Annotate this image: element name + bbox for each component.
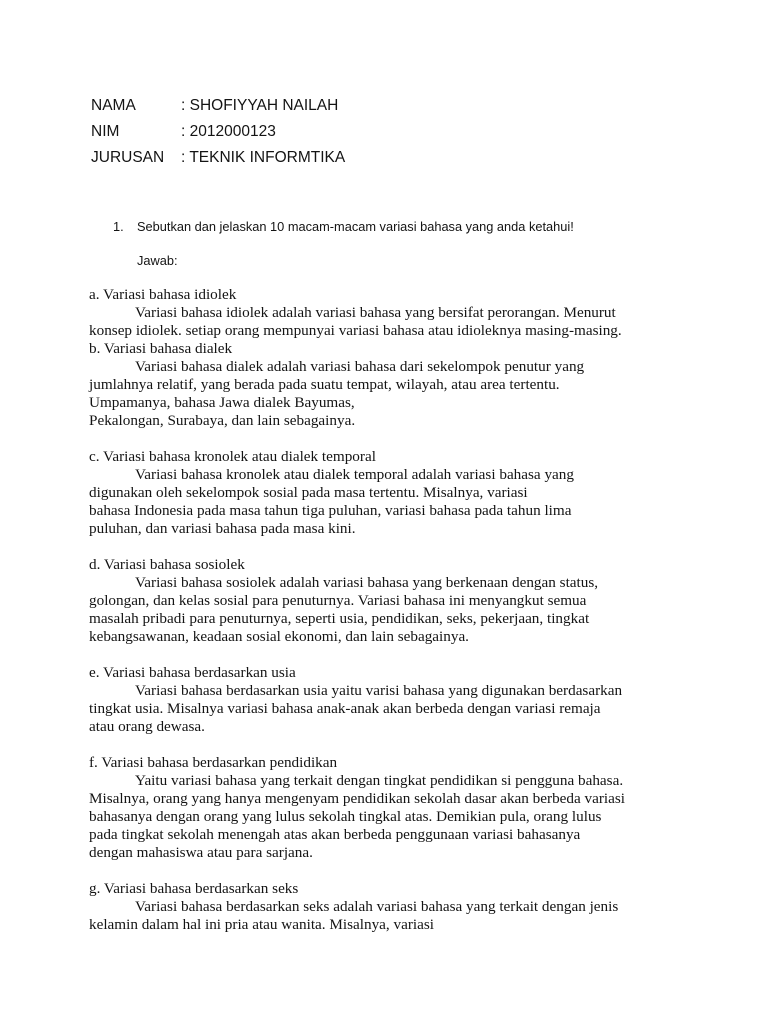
section-a-line: Variasi bahasa idiolek adalah variasi bahasa yang bersifat perorangan. Menurut: [135, 304, 616, 321]
paragraph-gap: [89, 736, 679, 754]
nama-label: NAMA: [91, 97, 136, 114]
section-g-line: Variasi bahasa berdasarkan seks adalah variasi bahasa yang terkait dengan jenis: [135, 898, 619, 915]
section-f-line: Misalnya, orang yang hanya mengenyam pendidikan sekolah dasar akan berbeda variasi: [89, 790, 626, 807]
jurusan-value: : TEKNIK INFORMTIKA: [181, 149, 346, 166]
section-b-line: jumlahnya relatif, yang berada pada suatu tempat, wilayah, atau area tertentu.: [89, 376, 560, 393]
nama-row: [91, 95, 345, 121]
section-d-title: d. Variasi bahasa sosiolek: [89, 556, 245, 573]
paragraph-gap: [89, 646, 679, 664]
section-d-line: golongan, dan kelas sosial para penuturnya. Variasi bahasa ini menyangkut semua: [89, 592, 587, 609]
paragraph-gap: [89, 430, 679, 448]
nim-row: [91, 121, 345, 147]
section-g-title: g. Variasi bahasa berdasarkan seks: [89, 880, 299, 897]
section-g-line: kelamin dalam hal ini pria atau wanita. Misalnya, variasi: [89, 916, 434, 933]
section-e-line: atau orang dewasa.: [89, 718, 205, 735]
section-a-line: konsep idiolek. setiap orang mempunyai variasi bahasa atau idioleknya masing-masing.: [89, 322, 622, 339]
section-a-title: a. Variasi bahasa idiolek: [89, 286, 237, 303]
section-f-line: pada tingkat sekolah menengah atas akan berbeda penggunaan variasi bahasanya: [89, 826, 581, 843]
section-e-line: tingkat usia. Misalnya variasi bahasa anak-anak akan berbeda dengan variasi remaja: [89, 700, 601, 717]
question: [113, 219, 574, 234]
jurusan-label: JURUSAN: [91, 149, 165, 166]
section-b-line: Umpamanya, bahasa Jawa dialek Bayumas,: [89, 394, 355, 411]
section-e-title: e. Variasi bahasa berdasarkan usia: [89, 664, 296, 681]
section-f-line: bahasanya dengan orang yang lulus sekolah tingkal atas. Demikian pula, orang lulus: [89, 808, 602, 825]
section-f-line: dengan mahasiswa atau para sarjana.: [89, 844, 313, 861]
paragraph-gap: [89, 862, 679, 880]
nim-label: NIM: [91, 123, 120, 140]
section-d-line: Variasi bahasa sosiolek adalah variasi bahasa yang berkenaan dengan status,: [135, 574, 599, 591]
section-c-line: Variasi bahasa kronolek atau dialek temporal adalah variasi bahasa yang: [135, 466, 574, 483]
nama-value: : SHOFIYYAH NAILAH: [181, 97, 339, 114]
answer-body: [89, 286, 679, 934]
section-b-title: b. Variasi bahasa dialek: [89, 340, 233, 357]
section-b-line: Variasi bahasa dialek adalah variasi bahasa dari sekelompok penutur yang: [135, 358, 585, 375]
section-c-line: puluhan, dan variasi bahasa pada masa kini.: [89, 520, 356, 537]
jurusan-row: [91, 147, 345, 173]
question-text: Sebutkan dan jelaskan 10 macam-macam variasi bahasa yang anda ketahui!: [137, 219, 574, 234]
section-e-line: Variasi bahasa berdasarkan usia yaitu varisi bahasa yang digunakan berdasarkan: [135, 682, 623, 699]
section-b-line: Pekalongan, Surabaya, dan lain sebagainya.: [89, 412, 356, 429]
question-number: 1.: [113, 219, 124, 234]
section-c-title: c. Variasi bahasa kronolek atau dialek temporal: [89, 448, 376, 465]
section-f-line: Yaitu variasi bahasa yang terkait dengan tingkat pendidikan si pengguna bahasa.: [135, 772, 624, 789]
section-d-line: kebangsawanan, keadaan sosial ekonomi, dan lain sebagainya.: [89, 628, 469, 645]
student-info: [91, 95, 345, 173]
section-f-title: f. Variasi bahasa berdasarkan pendidikan: [89, 754, 338, 771]
section-c-line: bahasa Indonesia pada masa tahun tiga puluhan, variasi bahasa pada tahun lima: [89, 502, 572, 519]
jawab-label: Jawab:: [137, 253, 178, 268]
paragraph-gap: [89, 538, 679, 556]
nim-value: : 2012000123: [181, 123, 276, 140]
section-d-line: masalah pribadi para penuturnya, seperti usia, pendidikan, seks, pekerjaan, tingkat: [89, 610, 590, 627]
section-c-line: digunakan oleh sekelompok sosial pada masa tertentu. Misalnya, variasi: [89, 484, 528, 501]
